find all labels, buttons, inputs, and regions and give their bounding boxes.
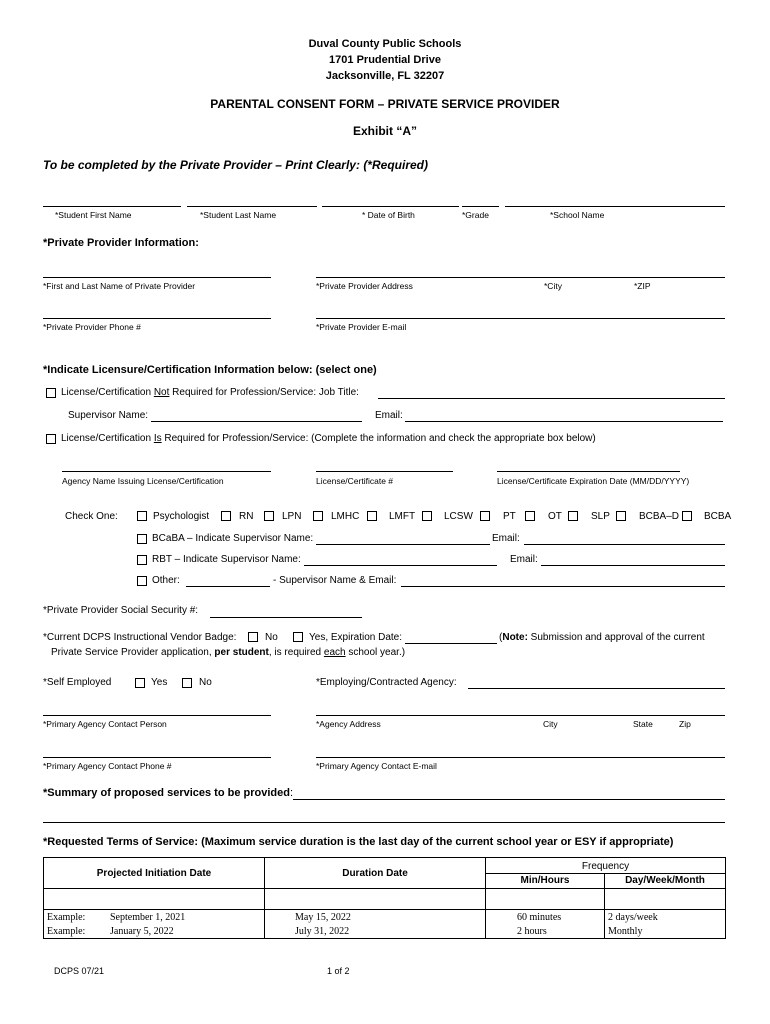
other-field[interactable]: [186, 586, 270, 587]
rbt-email-field[interactable]: [541, 565, 725, 566]
provider-address-field[interactable]: [316, 277, 725, 278]
example-freq: 2 days/week: [605, 910, 726, 925]
instruction: To be completed by the Private Provider – Print Clearly: (*Required): [43, 158, 428, 172]
ot-checkbox[interactable]: [525, 511, 535, 521]
badge-no-label: No: [265, 632, 278, 643]
dayweek-header: Day/Week/Month: [605, 873, 726, 889]
other-checkbox[interactable]: [137, 576, 147, 586]
example-row: [44, 924, 726, 939]
frequency-header: Frequency: [486, 858, 726, 874]
badge-expiration-field[interactable]: [405, 643, 497, 644]
initiation-input-cell[interactable]: [44, 889, 265, 910]
agency-name-label: Agency Name Issuing License/Certification: [62, 476, 224, 486]
duration-input-cell[interactable]: [265, 889, 486, 910]
summary-field-line2[interactable]: [43, 822, 725, 823]
lmhc-label: LMHC: [331, 511, 360, 522]
org-street: 1701 Prudential Drive: [329, 54, 441, 66]
bcba-label: BCBA: [704, 511, 732, 522]
rbt-label: RBT – Indicate Supervisor Name:: [152, 554, 301, 565]
badge-yes-checkbox[interactable]: [293, 632, 303, 642]
example-label: Example:: [47, 911, 86, 923]
bcba-d-checkbox[interactable]: [616, 511, 626, 521]
dayweek-input-cell[interactable]: [605, 889, 726, 910]
ssn-field[interactable]: [210, 617, 362, 618]
dob-label: * Date of Birth: [362, 210, 415, 220]
expiration-date-field[interactable]: [497, 471, 680, 472]
supervisor-name-field[interactable]: [151, 421, 362, 422]
agency-phone-label: *Primary Agency Contact Phone #: [43, 761, 172, 771]
ssn-label: *Private Provider Social Security #:: [43, 605, 199, 616]
school-name-label: *School Name: [550, 210, 605, 220]
summary-label: *Summary of proposed services to be provided:: [43, 787, 294, 799]
bcba-checkbox[interactable]: [682, 511, 692, 521]
employing-agency-field[interactable]: [468, 688, 725, 689]
pt-checkbox[interactable]: [480, 511, 490, 521]
ot-label: OT: [548, 511, 562, 522]
provider-heading: *Private Provider Information:: [43, 237, 199, 249]
bcaba-label: BCaBA – Indicate Supervisor Name:: [152, 533, 314, 544]
is-required-checkbox[interactable]: [46, 434, 56, 444]
lmhc-checkbox[interactable]: [313, 511, 323, 521]
agency-email-field[interactable]: [316, 757, 725, 758]
provider-zip-label: *ZIP: [634, 281, 651, 291]
agency-name-field[interactable]: [62, 471, 271, 472]
licensure-heading: *Indicate Licensure/Certification Information below: (select one): [43, 364, 377, 376]
bcaba-email-field[interactable]: [524, 544, 725, 545]
provider-name-field[interactable]: [43, 277, 271, 278]
example-initiation: January 5, 2022: [110, 925, 174, 937]
form-title: PARENTAL CONSENT FORM – PRIVATE SERVICE PROVIDER: [210, 97, 560, 111]
slp-label: SLP: [591, 511, 610, 522]
agency-address-field[interactable]: [316, 715, 725, 716]
provider-phone-label: *Private Provider Phone #: [43, 322, 141, 332]
rn-checkbox[interactable]: [221, 511, 231, 521]
other-supervisor-field[interactable]: [401, 586, 725, 587]
org-city: Jacksonville, FL 32207: [325, 70, 445, 82]
supervisor-email-field[interactable]: [405, 421, 723, 422]
badge-note: (Note: Submission and approval of the current: [499, 632, 705, 643]
is-required-label: License/Certification Is Required for Profession/Service: (Complete the information and check the appropriate box below): [61, 433, 596, 444]
example-row: [44, 910, 726, 925]
agency-state-label: State: [633, 719, 653, 729]
agency-email-label: *Primary Agency Contact E-mail: [316, 761, 437, 771]
not-required-label: License/Certification Not Required for Profession/Service: Job Title:: [61, 387, 359, 398]
duration-header: Duration Date: [265, 858, 486, 889]
grade-field[interactable]: [462, 206, 499, 207]
other-label: Other:: [152, 575, 180, 586]
agency-city-label: City: [543, 719, 558, 729]
example-duration: May 15, 2022: [265, 910, 486, 925]
agency-zip-label: Zip: [679, 719, 691, 729]
license-number-field[interactable]: [316, 471, 453, 472]
agency-contact-field[interactable]: [43, 715, 271, 716]
provider-email-field[interactable]: [316, 318, 725, 319]
slp-checkbox[interactable]: [568, 511, 578, 521]
lcsw-label: LCSW: [444, 511, 473, 522]
self-employed-no-checkbox[interactable]: [182, 678, 192, 688]
bcba-d-label: BCBA–D: [639, 511, 680, 522]
terms-heading: *Requested Terms of Service: (Maximum service duration is the last day of the current school year or ESY if appropriate): [43, 836, 674, 848]
agency-address-label: *Agency Address: [316, 719, 381, 729]
provider-phone-field[interactable]: [43, 318, 271, 319]
minhours-input-cell[interactable]: [486, 889, 605, 910]
agency-contact-label: *Primary Agency Contact Person: [43, 719, 167, 729]
self-employed-yes-label: Yes: [151, 677, 168, 688]
self-employed-yes-checkbox[interactable]: [135, 678, 145, 688]
minhours-header: Min/Hours: [486, 873, 605, 889]
license-number-label: License/Certificate #: [316, 476, 394, 486]
self-employed-label: *Self Employed: [43, 677, 112, 688]
supervisor-email-label: Email:: [375, 410, 403, 421]
exhibit-label: Exhibit “A”: [352, 124, 417, 138]
provider-email-label: *Private Provider E-mail: [316, 322, 407, 332]
expiration-date-label: License/Certificate Expiration Date (MM/DD/YYYY): [497, 476, 690, 486]
example-duration: July 31, 2022: [265, 924, 486, 939]
badge-no-checkbox[interactable]: [248, 632, 258, 642]
example-label: Example:: [47, 925, 86, 937]
footer-code: DCPS 07/21: [54, 966, 105, 976]
rbt-email-label: Email:: [510, 554, 538, 565]
other-supervisor-label: - Supervisor Name & Email:: [273, 575, 397, 586]
badge-note-line2: Private Service Provider application, per student, is required each school year.): [51, 647, 406, 658]
agency-phone-field[interactable]: [43, 757, 271, 758]
grade-label: *Grade: [462, 210, 489, 220]
lmft-checkbox[interactable]: [367, 511, 377, 521]
bcaba-checkbox[interactable]: [137, 534, 147, 544]
student-last-name-label: *Student Last Name: [200, 210, 277, 220]
provider-city-label: *City: [544, 281, 562, 291]
supervisor-name-label: Supervisor Name:: [68, 410, 149, 421]
example-initiation: September 1, 2021: [110, 911, 186, 923]
page-number: 1 of 2: [327, 966, 350, 976]
badge-yes-label: Yes, Expiration Date:: [309, 632, 403, 643]
lpn-checkbox[interactable]: [264, 511, 274, 521]
initiation-header: Projected Initiation Date: [44, 858, 265, 889]
rbt-supervisor-field[interactable]: [304, 565, 497, 566]
bcaba-supervisor-field[interactable]: [316, 544, 490, 545]
pt-label: PT: [503, 511, 516, 522]
psychologist-checkbox[interactable]: [137, 511, 147, 521]
rbt-checkbox[interactable]: [137, 555, 147, 565]
example-min: 2 hours: [486, 924, 605, 939]
example-min: 60 minutes: [486, 910, 605, 925]
lcsw-checkbox[interactable]: [422, 511, 432, 521]
provider-address-label: *Private Provider Address: [316, 281, 413, 291]
vendor-badge-label: *Current DCPS Instructional Vendor Badge:: [43, 632, 237, 643]
psychologist-label: Psychologist: [153, 511, 210, 522]
example-freq: Monthly: [605, 924, 726, 939]
org-name: Duval County Public Schools: [308, 38, 462, 50]
summary-field[interactable]: [293, 799, 725, 800]
employing-agency-label: *Employing/Contracted Agency:: [316, 677, 457, 688]
lpn-label: LPN: [282, 511, 302, 522]
provider-name-label: *First and Last Name of Private Provider: [43, 281, 196, 291]
not-required-checkbox[interactable]: [46, 388, 56, 398]
lmft-label: LMFT: [389, 511, 416, 522]
check-one-label: Check One:: [65, 511, 118, 522]
student-first-name-field[interactable]: [43, 206, 181, 207]
student-first-name-label: *Student First Name: [55, 210, 132, 220]
terms-table: [43, 857, 726, 939]
job-title-field[interactable]: [378, 398, 725, 399]
school-name-field[interactable]: [505, 206, 725, 207]
dob-field[interactable]: [322, 206, 459, 207]
self-employed-no-label: No: [199, 677, 212, 688]
student-last-name-field[interactable]: [187, 206, 317, 207]
bcaba-email-label: Email:: [492, 533, 520, 544]
rn-label: RN: [239, 511, 254, 522]
